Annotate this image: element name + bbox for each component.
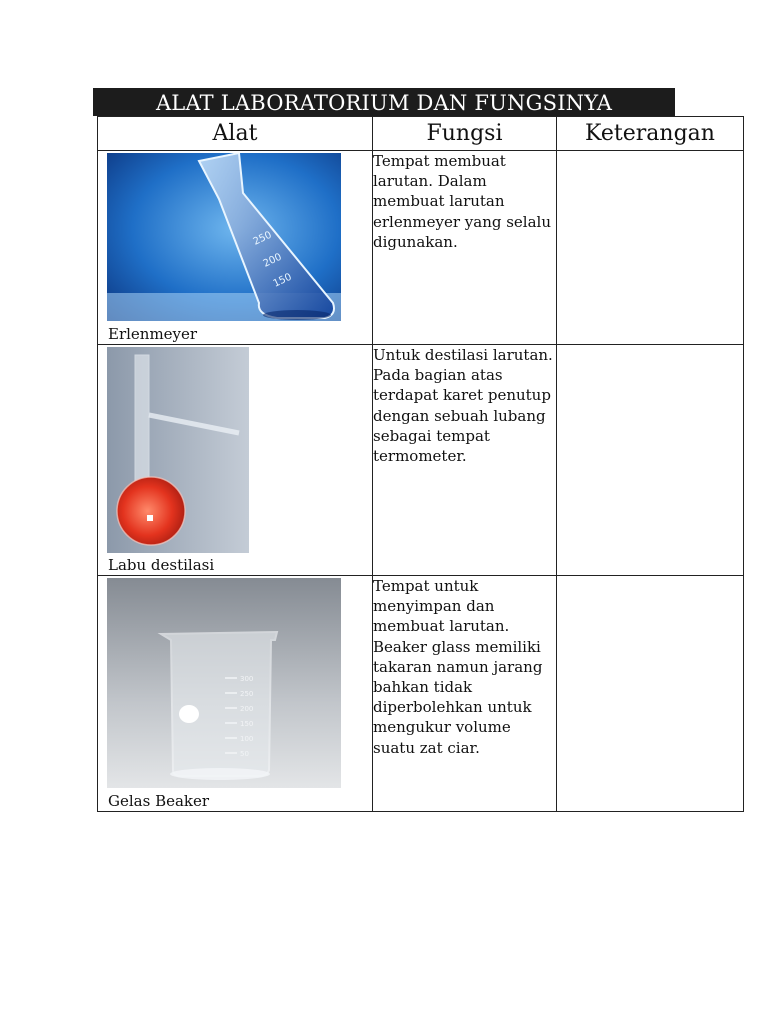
header-keterangan: Keterangan [557, 117, 744, 151]
beaker-mark-300: 300 [240, 675, 254, 683]
flask-mark-250: 250 [251, 229, 274, 248]
alat-cell [98, 576, 373, 812]
table-row [98, 576, 744, 812]
keterangan-cell [557, 151, 744, 345]
fungsi-cell: Tempat untuk menyimpan dan membuat larutan. Beaker glass memiliki takaran namun jarang bahkan tidak diperbolehkan untuk mengukur volume suatu zat ciar. [373, 576, 557, 812]
fungsi-cell: Tempat membuat larutan. Dalam membuat larutan erlenmeyer yang selalu digunakan. [373, 151, 557, 345]
table-row [98, 345, 744, 576]
header-alat: Alat [98, 117, 373, 151]
alat-name: Gelas Beaker [108, 792, 210, 810]
alat-cell [98, 151, 373, 345]
gelas-beaker-photo [107, 578, 341, 788]
flask-mark-200: 200 [261, 251, 284, 270]
alat-cell [98, 345, 373, 576]
beaker-mark-50: 50 [240, 750, 249, 758]
table-header-row [98, 117, 744, 151]
lab-equipment-table [97, 116, 744, 812]
labu-destilasi-photo [107, 347, 249, 553]
document-title: ALAT LABORATORIUM DAN FUNGSINYA [93, 88, 675, 116]
erlenmeyer-photo [107, 153, 341, 321]
header-fungsi: Fungsi [373, 117, 557, 151]
beaker-mark-150: 150 [240, 720, 254, 728]
beaker-mark-200: 200 [240, 705, 254, 713]
flask-mark-150: 150 [271, 271, 294, 290]
alat-name: Erlenmeyer [108, 325, 198, 343]
keterangan-cell [557, 345, 744, 576]
fungsi-cell: Untuk destilasi larutan. Pada bagian atas terdapat karet penutup dengan sebuah lubang sebagai tempat termometer. [373, 345, 557, 576]
alat-name: Labu destilasi [108, 556, 215, 574]
keterangan-cell [557, 576, 744, 812]
beaker-mark-250: 250 [240, 690, 254, 698]
table-row [98, 151, 744, 345]
beaker-mark-100: 100 [240, 735, 254, 743]
